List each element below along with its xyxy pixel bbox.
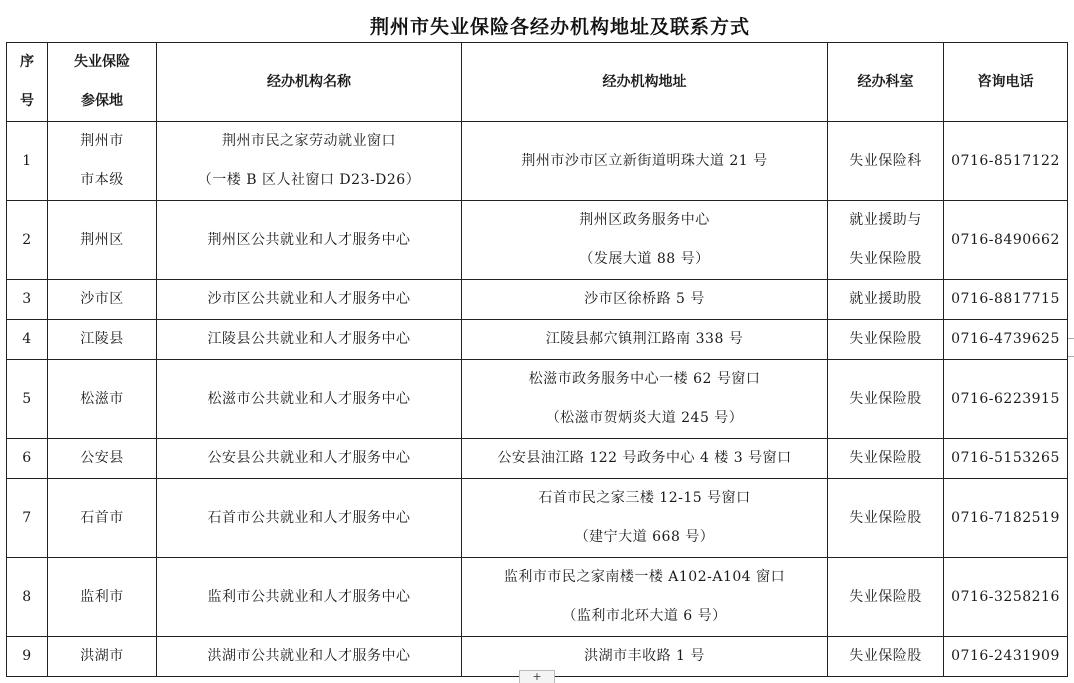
- cell-seq: 4: [7, 320, 48, 360]
- cell-area-line: 监利市: [80, 588, 124, 605]
- cell-seq: 8: [7, 558, 48, 637]
- cell-area-line: 公安县: [80, 450, 124, 466]
- cell-address: [462, 201, 828, 280]
- cell-phone: 0716-3258216: [944, 558, 1068, 637]
- cell-seq: 9: [7, 637, 48, 677]
- table-row: [7, 479, 1068, 558]
- cell-area-line: 市本级: [80, 172, 124, 188]
- table-row: [7, 280, 1068, 320]
- cell-dept: [828, 320, 944, 360]
- cell-address: [462, 439, 828, 479]
- cell-area: [48, 439, 157, 479]
- cell-area: [48, 479, 157, 558]
- cell-dept-line: 失业保险股: [849, 251, 922, 267]
- cell-address-line: （建宁大道 668 号）: [574, 529, 715, 545]
- cell-address: [462, 122, 828, 201]
- cell-org-line: （一楼 B 区人社窗口 D23-D26）: [197, 172, 421, 188]
- cell-phone: 0716-7182519: [944, 479, 1068, 558]
- cell-dept-line: 失业保险股: [849, 390, 922, 407]
- cell-area: [48, 201, 157, 280]
- cell-org-line: 荆州区公共就业和人才服务中心: [207, 231, 411, 248]
- cell-org: [157, 637, 462, 677]
- header-seq: 序 号: [7, 43, 48, 122]
- cell-area-line: 荆州市: [80, 133, 124, 149]
- cell-address: [462, 637, 828, 677]
- cell-seq: 5: [7, 360, 48, 439]
- cell-phone: 0716-2431909: [944, 637, 1068, 677]
- table-row: [7, 122, 1068, 201]
- cell-org-line: 公安县公共就业和人才服务中心: [207, 450, 411, 466]
- cell-phone: 0716-8490662: [944, 201, 1068, 280]
- header-address: 经办机构地址: [462, 43, 828, 122]
- cell-org-line: 监利市公共就业和人才服务中心: [207, 588, 411, 605]
- cell-org-line: 沙市区公共就业和人才服务中心: [207, 291, 411, 307]
- cell-area-line: 洪湖市: [80, 648, 124, 664]
- cell-area: [48, 122, 157, 201]
- cell-org-line: 江陵县公共就业和人才服务中心: [207, 331, 411, 347]
- cell-address: [462, 280, 828, 320]
- cell-area-line: 荆州区: [80, 231, 124, 248]
- header-phone: 咨询电话: [944, 43, 1068, 122]
- header-org: 经办机构名称: [157, 43, 462, 122]
- header-row: [7, 43, 1068, 122]
- cell-phone: 0716-8517122: [944, 122, 1068, 201]
- cell-dept-line: 失业保险股: [849, 331, 922, 347]
- cell-org-line: 石首市公共就业和人才服务中心: [207, 509, 411, 526]
- cell-address-line: 洪湖市丰收路 1 号: [584, 648, 705, 664]
- cell-org: [157, 439, 462, 479]
- cell-dept-line: 失业保险股: [849, 648, 922, 664]
- table-row: [7, 360, 1068, 439]
- cell-org-line: 荆州市民之家劳动就业窗口: [222, 133, 396, 149]
- cell-seq: 1: [7, 122, 48, 201]
- header-dept: 经办科室: [828, 43, 944, 122]
- cell-dept-line: 失业保险科: [849, 152, 922, 169]
- table-row: [7, 439, 1068, 479]
- cell-org: [157, 320, 462, 360]
- cell-phone: 0716-6223915: [944, 360, 1068, 439]
- cell-address: [462, 558, 828, 637]
- contact-table: [6, 42, 1068, 677]
- cell-dept: [828, 439, 944, 479]
- cell-dept: [828, 201, 944, 280]
- page-title: 荆州市失业保险各经办机构地址及联系方式: [369, 16, 750, 38]
- cell-org: [157, 360, 462, 439]
- cell-area: [48, 637, 157, 677]
- cell-address-line: 松滋市政务服务中心一楼 62 号窗口: [528, 371, 761, 387]
- cell-dept-line: 就业援助与: [849, 212, 922, 228]
- cell-phone: 0716-4739625: [944, 320, 1068, 360]
- cell-dept: [828, 637, 944, 677]
- cell-phone: 0716-5153265: [944, 439, 1068, 479]
- cell-address-line: （发展大道 88 号）: [579, 251, 710, 267]
- sheet-tab-add-button[interactable]: +: [519, 670, 555, 683]
- cell-dept-line: 失业保险股: [849, 588, 922, 605]
- cell-area-line: 沙市区: [80, 291, 124, 307]
- cell-address-line: 荆州区政务服务中心: [579, 212, 710, 228]
- cell-area: [48, 558, 157, 637]
- cell-address-line: （监利市北环大道 6 号）: [562, 608, 727, 624]
- cell-address-line: 公安县油江路 122 号政务中心 4 楼 3 号窗口: [497, 450, 792, 466]
- cell-area: [48, 360, 157, 439]
- table-row: [7, 201, 1068, 280]
- cell-org-line: 松滋市公共就业和人才服务中心: [207, 390, 411, 407]
- cell-org: [157, 558, 462, 637]
- cell-org: [157, 122, 462, 201]
- cell-address-line: 江陵县郝穴镇荆江路南 338 号: [545, 331, 744, 347]
- cell-address: [462, 479, 828, 558]
- cell-dept: [828, 122, 944, 201]
- cell-address-line: （松滋市贺炳炎大道 245 号）: [545, 410, 744, 426]
- cell-seq: 2: [7, 201, 48, 280]
- edge-tick: [1068, 356, 1074, 357]
- cell-area-line: 松滋市: [80, 390, 124, 407]
- cell-phone: 0716-8817715: [944, 280, 1068, 320]
- cell-dept: [828, 479, 944, 558]
- cell-address: [462, 360, 828, 439]
- cell-org: [157, 201, 462, 280]
- cell-area: [48, 320, 157, 360]
- cell-area: [48, 280, 157, 320]
- cell-seq: 3: [7, 280, 48, 320]
- table-row: [7, 320, 1068, 360]
- cell-dept-line: 失业保险股: [849, 509, 922, 526]
- cell-address-line: 监利市市民之家南楼一楼 A102-A104 窗口: [503, 569, 786, 585]
- cell-address: [462, 320, 828, 360]
- cell-org: [157, 479, 462, 558]
- cell-dept-line: 失业保险股: [849, 450, 922, 466]
- cell-seq: 6: [7, 439, 48, 479]
- table-body: [7, 122, 1068, 677]
- cell-dept-line: 就业援助股: [849, 291, 922, 307]
- cell-address-line: 荆州市沙市区立新街道明珠大道 21 号: [521, 152, 768, 169]
- cell-area-line: 江陵县: [80, 331, 124, 347]
- cell-dept: [828, 558, 944, 637]
- header-area: 失业保险 参保地: [48, 43, 157, 122]
- cell-org-line: 洪湖市公共就业和人才服务中心: [207, 648, 411, 664]
- cell-address-line: 石首市民之家三楼 12-15 号窗口: [538, 490, 751, 506]
- cell-dept: [828, 360, 944, 439]
- edge-tick: [1068, 338, 1074, 339]
- cell-org: [157, 280, 462, 320]
- cell-address-line: 沙市区徐桥路 5 号: [584, 291, 705, 307]
- cell-area-line: 石首市: [80, 509, 124, 526]
- table-row: [7, 558, 1068, 637]
- cell-dept: [828, 280, 944, 320]
- cell-seq: 7: [7, 479, 48, 558]
